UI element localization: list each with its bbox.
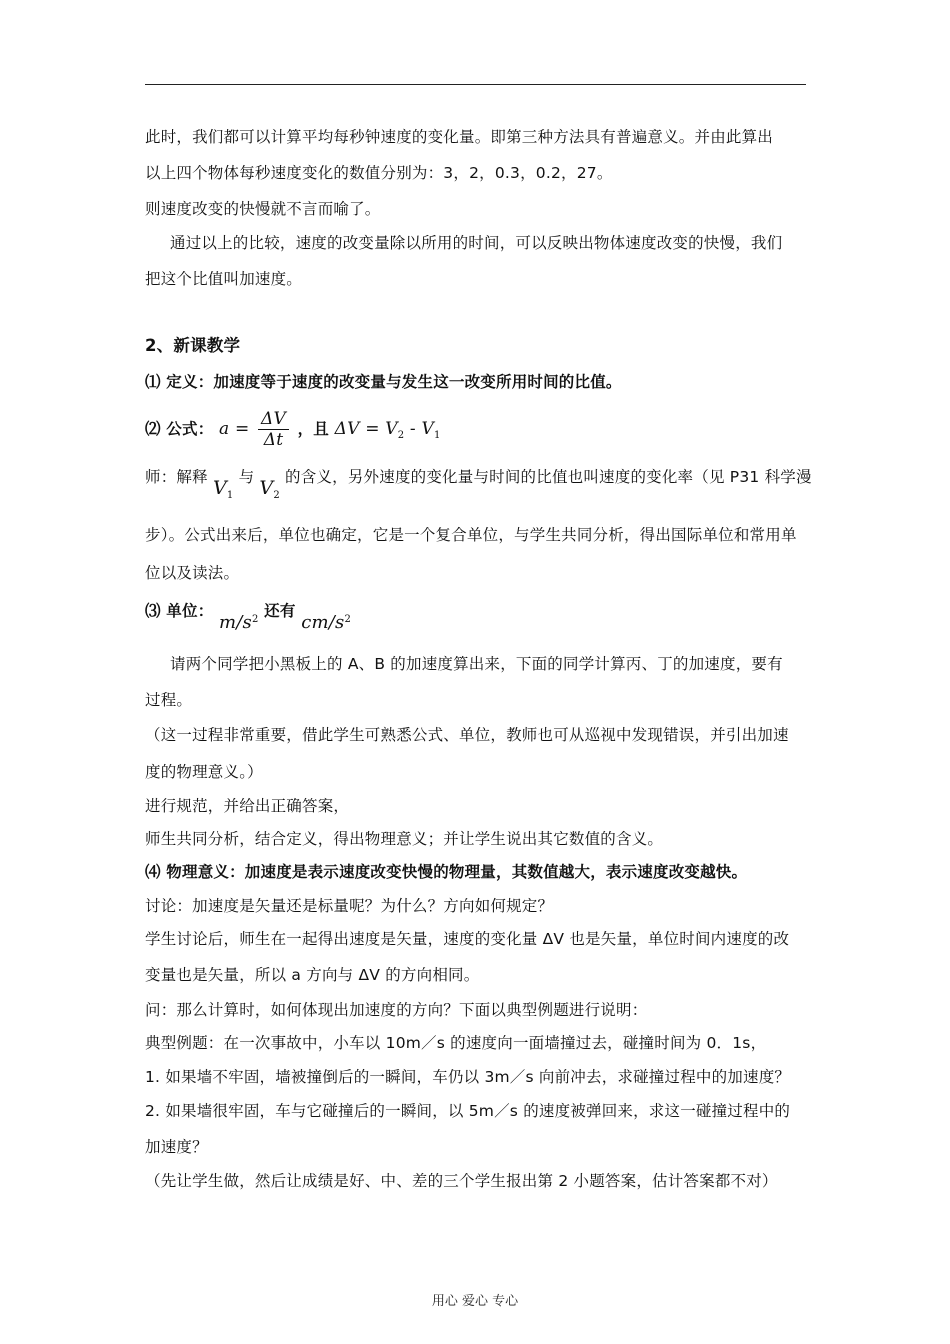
fraction-numerator: ΔV bbox=[258, 409, 289, 430]
formula-minus: - bbox=[409, 419, 416, 439]
formula-fraction bbox=[258, 409, 289, 450]
explain-line2: 步）。公式出来后，单位也确定，它是一个复合单位，与学生共同分析，得出国际单位和常用单 bbox=[145, 526, 797, 544]
section-heading: 2、新课教学 bbox=[145, 336, 241, 355]
paragraph-line: 加速度？ bbox=[145, 1138, 208, 1156]
paragraph-line: 过程。 bbox=[145, 691, 193, 709]
unit-ms2: m/s bbox=[219, 612, 252, 634]
explain-suffix: 的含义，另外速度的变化量与时间的比值也叫速度的变化率（见 P31 科学漫 bbox=[285, 468, 812, 486]
explain-v2: V bbox=[259, 477, 274, 499]
paragraph-line: 讨论：加速度是矢量还是标量呢？为什么？方向如何规定？ bbox=[145, 897, 554, 915]
page-footer: 用心 爱心 专心 bbox=[431, 1294, 519, 1309]
explain-line bbox=[145, 463, 812, 502]
paragraph-line: （先让学生做，然后让成绩是好、中、差的三个学生报出第 2 小题答案，估计答案都不对） bbox=[145, 1172, 778, 1190]
formula-a: a bbox=[219, 419, 230, 439]
paragraph-line: 进行规范，并给出正确答案， bbox=[145, 797, 350, 815]
definition-line: ⑴ 定义：加速度等于速度的改变量与发生这一改变所用时间的比值。 bbox=[145, 373, 622, 391]
paragraph-line: 典型例题：在一次事故中，小车以 10m／s 的速度向一面墙撞过去，碰撞时间为 0．1s， bbox=[145, 1034, 767, 1052]
formula-line bbox=[145, 409, 441, 456]
formula-label: ⑵ 公式： bbox=[145, 420, 214, 438]
paragraph-line: （这一过程非常重要，借此学生可熟悉公式、单位，教师也可从巡视中发现错误，并引出加速 bbox=[145, 726, 789, 744]
explain-and: 与 bbox=[238, 468, 255, 486]
paragraph-line: 学生讨论后，师生在一起得出速度是矢量，速度的变化量 ΔV 也是矢量，单位时间内速度的改 bbox=[145, 930, 790, 948]
formula-separator: ，且 bbox=[297, 420, 330, 438]
formula-v2: V bbox=[385, 419, 398, 439]
unit-label: ⑶ 单位： bbox=[145, 602, 214, 621]
paragraph-line: 变量也是矢量，所以 a 方向与 ΔV 的方向相同。 bbox=[145, 966, 480, 984]
paragraph-line: 师生共同分析，结合定义，得出物理意义；并让学生说出其它数值的含义。 bbox=[145, 830, 664, 848]
unit-cms2-exp: 2 bbox=[344, 614, 352, 625]
header-rule bbox=[145, 84, 806, 85]
unit-ms2-exp: 2 bbox=[252, 614, 259, 625]
formula-v1-sub: 1 bbox=[433, 430, 441, 442]
paragraph-line: 2. 如果墙很牢固，车与它碰撞后的一瞬间，以 5m／s 的速度被弹回来，求这一碰撞过程中的 bbox=[145, 1102, 791, 1120]
paragraph-line: 度的物理意义。） bbox=[145, 763, 263, 781]
paragraph-line: 1. 如果墙不牢固，墙被撞倒后的一瞬间，车仍以 3m／s 向前冲去，求碰撞过程中的加速度？ bbox=[145, 1068, 791, 1086]
formula-eq2: = bbox=[365, 419, 380, 439]
explain-prefix: 师：解释 bbox=[145, 468, 208, 486]
paragraph-line: 通过以上的比较，速度的改变量除以所用的时间，可以反映出物体速度改变的快慢，我们 bbox=[170, 234, 783, 252]
formula-eq: = bbox=[234, 419, 250, 439]
formula-v2-sub: 2 bbox=[397, 430, 405, 442]
unit-cms2: cm/s bbox=[301, 612, 345, 634]
fraction-denominator: Δt bbox=[263, 430, 284, 450]
paragraph-line: 则速度改变的快慢就不言而喻了。 bbox=[145, 200, 381, 218]
unit-line bbox=[145, 598, 352, 634]
formula-v1: V bbox=[421, 419, 434, 439]
explain-v2-sub: 2 bbox=[273, 490, 280, 502]
paragraph-line: 以上四个物体每秒速度变化的数值分别为：3，2，0.3，0.2，27。 bbox=[145, 164, 613, 182]
explain-line3: 位以及读法。 bbox=[145, 564, 240, 582]
formula-delta-v: ΔV bbox=[334, 419, 360, 439]
paragraph-line: 问：那么计算时，如何体现出加速度的方向？下面以典型例题进行说明： bbox=[145, 1001, 648, 1019]
paragraph-line: 请两个同学把小黑板上的 A、B 的加速度算出来，下面的同学计算丙、丁的加速度，要有 bbox=[170, 655, 783, 673]
meaning-line: ⑷ 物理意义：加速度是表示速度改变快慢的物理量，其数值越大，表示速度改变越快。 bbox=[145, 863, 748, 881]
explain-v1: V bbox=[212, 477, 227, 499]
unit-also: 还有 bbox=[264, 602, 296, 621]
paragraph-line: 此时，我们都可以计算平均每秒钟速度的变化量。即第三种方法具有普遍意义。并由此算出 bbox=[145, 128, 774, 146]
explain-v1-sub: 1 bbox=[226, 490, 234, 502]
paragraph-line: 把这个比值叫加速度。 bbox=[145, 270, 303, 288]
